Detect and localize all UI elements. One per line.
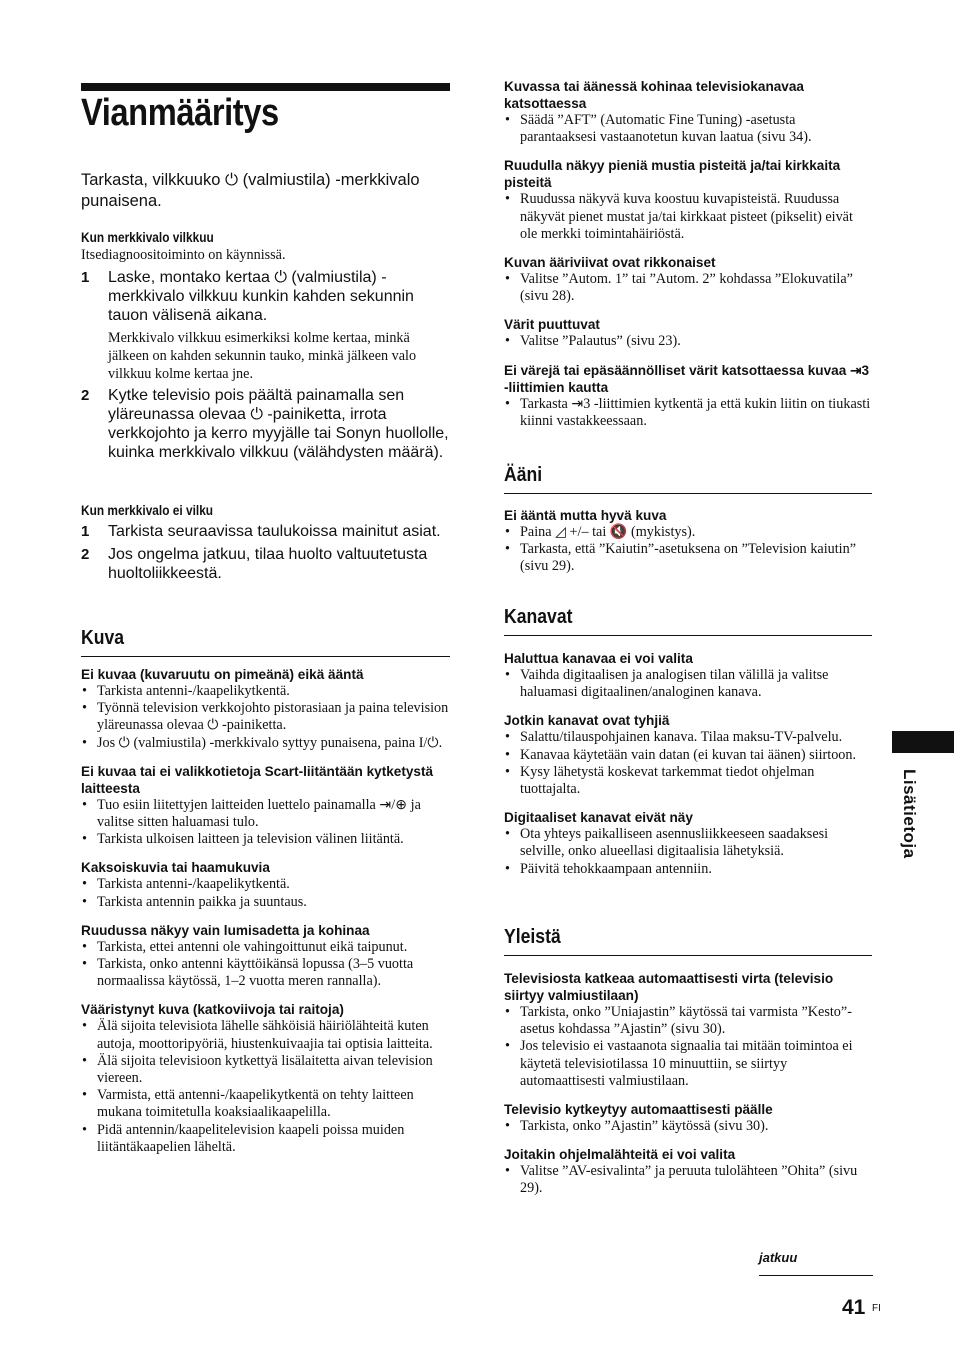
continued-note	[759, 1250, 873, 1265]
step-number: 2	[81, 546, 90, 563]
list-item: • Jos ⏻ (valmiustila) -merkkivalo syttyy punaisena, paina I/⏻.	[81, 735, 450, 752]
issue-title: Haluttua kanavaa ei voi valita	[504, 651, 693, 666]
issue-title: Jotkin kanavat ovat tyhjiä	[504, 713, 670, 729]
issue-title: Kuvan ääriviivat ovat rikkonaiset	[504, 255, 716, 271]
intro-text: Tarkasta, vilkkuuko ⏻ (valmiustila) -merkkivalo punaisena.	[81, 171, 420, 210]
bullet-list	[81, 939, 450, 991]
list-item: • Valitse ”Palautus” (sivu 23).	[504, 333, 872, 350]
list-item: • Salattu/tilauspohjainen kanava. Tilaa maksu-TV-palvelu.	[504, 729, 872, 746]
list-item: • Tarkista antenni-/kaapelikytkentä.	[81, 683, 450, 700]
step-text: Laske, montako kertaa ⏻ (valmiustila) -merkkivalo vilkkuu kunkin kahden sekunnin tauon välisenä aikana.	[108, 268, 414, 324]
issue-title: Ruudussa näkyy vain lumisadetta ja kohinaa	[81, 922, 370, 938]
bullet-list	[504, 191, 872, 243]
issue-block	[504, 650, 872, 701]
issue-title: Ruudulla näkyy pieniä mustia pisteitä ja/tai kirkkaita pisteitä	[504, 158, 841, 191]
list-item: • Älä sijoita televisioon kytkettyä lisälaitetta aivan television viereen.	[81, 1053, 450, 1087]
section-rule	[81, 656, 450, 657]
side-label-text: Lisätietoja	[900, 769, 919, 859]
list-item: • Tarkista antennin paikka ja suuntaus.	[81, 894, 450, 911]
page-number: 41	[842, 1296, 866, 1319]
list-item: • Jos televisio ei vastaanota signaalia tai mitään toimintoa ei käytetä televisiotilassa 10 minuuttiin, se siirtyy automaattisesti valmiustilaan.	[504, 1038, 872, 1090]
side-tab-marker	[892, 731, 954, 753]
issue-title: Värit puuttuvat	[504, 317, 600, 333]
bullet-list	[504, 729, 872, 798]
bullet-list	[81, 797, 450, 849]
issue-title: Digitaaliset kanavat eivät näy	[504, 810, 693, 826]
issue-block	[504, 809, 872, 878]
issue-block	[504, 507, 872, 576]
bullet-list	[504, 1118, 872, 1135]
page-title: Vianmääritys	[81, 92, 279, 134]
bullet-list	[504, 667, 872, 701]
issue-title: Joitakin ohjelmalähteitä ei voi valita	[504, 1147, 736, 1163]
section-rule	[504, 493, 872, 494]
issue-block	[504, 712, 872, 798]
bullet-list	[504, 396, 872, 430]
blink-step-1-note: Merkkivalo vilkkuu esimerkiksi kolme kertaa, minkä jälkeen on kahden sekunnin tauko, minkä jälkeen valo vilkkuu kolme kertaa jne.	[108, 329, 417, 382]
issue-title: Vääristynyt kuva (katkoviivoja tai raitoja)	[81, 1002, 344, 1018]
list-item: • Tarkista, onko ”Ajastin” käytössä (sivu 30).	[504, 1118, 872, 1135]
title-rule	[81, 83, 450, 91]
list-item: • Tarkasta, että ”Kaiutin”-asetuksena on ”Television kaiutin” (sivu 29).	[504, 541, 872, 575]
blink-step-1	[81, 268, 450, 325]
section-rule	[504, 955, 872, 956]
issue-block	[81, 763, 450, 849]
issue-title: Kaksoiskuvia tai haamukuvia	[81, 860, 270, 876]
issue-block	[504, 362, 872, 430]
list-item: • Valitse ”Autom. 1” tai ”Autom. 2” kohdassa ”Elokuvatila” (sivu 28).	[504, 271, 872, 305]
list-item: • Säädä ”AFT” (Automatic Fine Tuning) -asetusta parantaaksesi vastaanotetun kuvan laatua (sivu 34).	[504, 112, 872, 146]
list-item: • Valitse ”AV-esivalinta” ja peruuta tulolähteen ”Ohita” (sivu 29).	[504, 1163, 872, 1197]
list-item: • Ruudussa näkyvä kuva koostuu kuvapisteistä. Ruudussa näkyvät pienet mustat ja/tai kirkkaat pisteet (pikselit) eivät ole merkki toimintahäiriöstä.	[504, 191, 872, 243]
section-title-yleista: Yleistä	[504, 926, 561, 948]
blink-heading: Kun merkkivalo vilkkuu	[81, 230, 214, 245]
list-item: • Tuo esiin liitettyjen laitteiden luettelo painamalla ⇥/⊕ ja valitse sitten haluamasi tulo.	[81, 797, 450, 831]
issue-title: Ei ääntä mutta hyvä kuva	[504, 508, 667, 523]
step-number: 2	[81, 386, 90, 404]
list-item: • Tarkista ulkoisen laitteen ja television välinen liitäntä.	[81, 831, 450, 848]
issue-title: Televisio kytkeytyy automaattisesti päälle	[504, 1102, 773, 1118]
issue-block	[504, 157, 872, 243]
list-item: • Paina ◿ +/– tai 🔇 (mykistys).	[504, 524, 872, 541]
page-language: FI	[872, 1303, 881, 1314]
list-item: • Vaihda digitaalisen ja analogisen tilan välillä ja valitse haluamasi digitaalinen/analoginen kanava.	[504, 667, 872, 701]
kuva-continued	[504, 78, 872, 430]
issue-block	[81, 859, 450, 910]
list-item: • Varmista, että antenni-/kaapelikytkentä on tehty laitteen mukana toimitetulla koaksiaalikaapelilla.	[81, 1087, 450, 1121]
issue-block	[504, 1146, 872, 1197]
step-text: Kytke televisio pois päältä painamalla sen yläreunassa olevaa ⏻ -painiketta, irrota verkkojohto ja kerro myyjälle tai Sonyn huollolle, kuinka merkkivalo vilkkuu (välähdysten määrä).	[108, 386, 449, 461]
list-item: • Päivitä tehokkaampaan antenniin.	[504, 861, 872, 878]
issue-block	[81, 1001, 450, 1156]
issue-block	[504, 1101, 872, 1135]
issue-title: Kuvassa tai äänessä kohinaa televisiokanavaa katsottaessa	[504, 79, 804, 111]
continued-rule	[759, 1275, 873, 1276]
step-number: 1	[81, 268, 90, 286]
yleista-section	[504, 926, 872, 1198]
noblink-step-2	[81, 545, 450, 583]
blink-lead: Itsediagnoositoiminto on käynnissä.	[81, 247, 286, 263]
list-item: • Ota yhteys paikalliseen asennusliikkeeseen saadaksesi selville, onko alueellasi digitaalisia lähetyksiä.	[504, 826, 872, 860]
issue-block	[504, 316, 872, 350]
list-item: • Tarkista, ettei antenni ole vahingoittunut eikä taipunut.	[81, 939, 450, 956]
list-item: • Kanavaa käytetään vain datan (ei kuvan tai äänen) siirtoon.	[504, 747, 872, 764]
bullet-list	[81, 876, 450, 910]
bullet-list	[81, 1018, 450, 1156]
issue-title: Ei kuvaa tai ei valikkotietoja Scart-liitäntään kytketystä laitteesta	[81, 763, 434, 796]
list-item: • Kysy lähetystä koskevat tarkemmat tiedot ohjelman tuottajalta.	[504, 764, 872, 798]
continued-text: jatkuu	[759, 1250, 798, 1265]
noblink-section	[81, 503, 450, 583]
list-item: • Tarkista, onko ”Uniajastin” käytössä tai varmista ”Kesto”-asetus kohdassa ”Ajastin” (sivu 30).	[504, 1004, 872, 1038]
list-item: • Tarkista antenni-/kaapelikytkentä.	[81, 876, 450, 893]
section-title-kanavat: Kanavat	[504, 606, 573, 628]
bullet-list	[81, 683, 450, 752]
bullet-list	[504, 1163, 872, 1197]
section-title-kuva: Kuva	[81, 627, 125, 649]
step-text: Tarkista seuraavissa taulukoissa mainitut asiat.	[108, 523, 441, 540]
blink-step-2	[81, 386, 450, 462]
step-number: 1	[81, 523, 90, 540]
issue-title: Televisiosta katkeaa automaattisesti virta (televisio siirtyy valmiustilaan)	[504, 971, 834, 1003]
list-item: • Työnnä television verkkojohto pistorasiaan ja paina television yläreunassa olevaa ⏻ -painiketta.	[81, 700, 450, 734]
list-item: • Tarkasta ⇥3 -liittimien kytkentä ja että kukin liitin on tiukasti kiinni vastakkeessaan.	[504, 396, 872, 430]
issue-block	[504, 970, 872, 1090]
bullet-list	[504, 826, 872, 878]
issue-title: Ei kuvaa (kuvaruutu on pimeänä) eikä ääntä	[81, 667, 364, 682]
blink-section	[81, 230, 450, 462]
list-item: • Älä sijoita televisiota lähelle sähköisiä häiriölähteitä kuten autoja, moottoripyöriä, hiustenkuivaajia tai optisia laitteita.	[81, 1018, 450, 1052]
bullet-list	[504, 112, 872, 146]
section-rule	[504, 635, 872, 636]
issue-block	[504, 254, 872, 305]
issue-block	[81, 922, 450, 991]
noblink-step-1	[81, 522, 450, 541]
step-text: Jos ongelma jatkuu, tilaa huolto valtuutetusta huoltoliikkeestä.	[108, 546, 428, 582]
aani-section	[504, 464, 872, 576]
side-label	[889, 769, 919, 869]
bullet-list	[504, 271, 872, 305]
list-item: • Pidä antennin/kaapelitelevision kaapeli poissa muiden liitäntäkaapelien läheltä.	[81, 1122, 450, 1156]
noblink-heading: Kun merkkivalo ei vilku	[81, 503, 214, 518]
list-item: • Tarkista, onko antenni käyttöikänsä lopussa (3–5 vuotta normaalissa käytössä, 1–2 vuotta meren rannalla).	[81, 956, 450, 990]
issue-block	[504, 78, 872, 146]
section-title-aani: Ääni	[504, 464, 543, 486]
issue-title: Ei värejä tai epäsäännölliset värit katsottaessa kuvaa ⇥3 -liittimien kautta	[504, 362, 870, 395]
issue-block	[81, 666, 450, 752]
bullet-list	[504, 333, 872, 350]
kuva-section	[81, 627, 450, 1156]
bullet-list	[504, 524, 872, 576]
bullet-list	[504, 1004, 872, 1090]
kanavat-section	[504, 606, 872, 878]
